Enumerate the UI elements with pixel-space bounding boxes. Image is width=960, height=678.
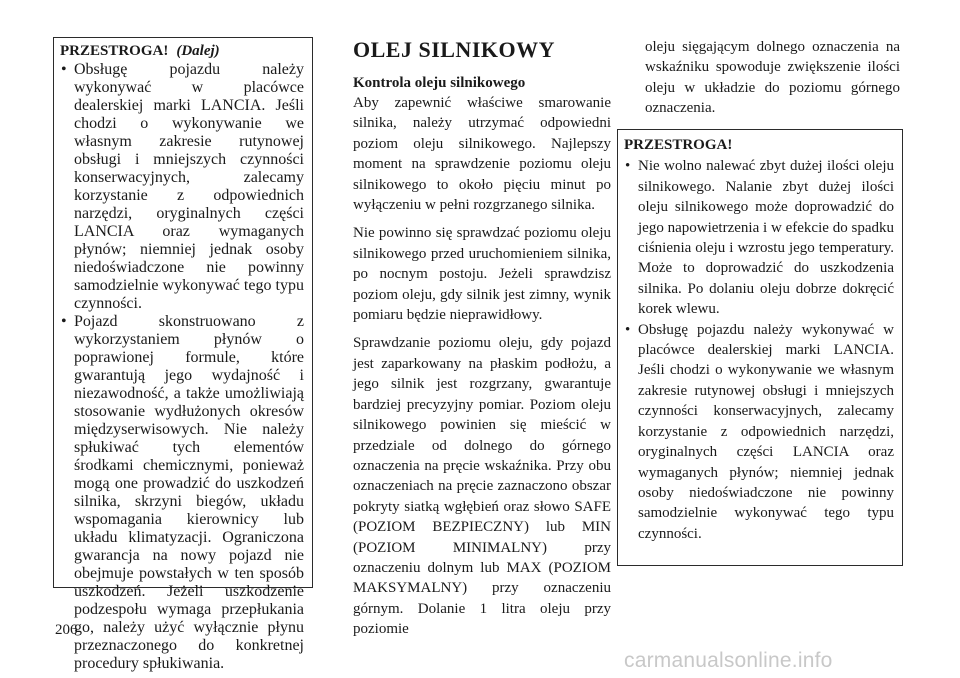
left-warning-heading — [60, 43, 304, 60]
paragraph-2: Nie powinno się sprawdzać poziomu oleju silnikowego przed uruchomieniem silnika, po nocnym postoju. Jeżeli sprawdzisz poziom oleju, gdy silnik jest zimny, wynik pomiaru będzie nieprawidłowy. — [353, 225, 611, 324]
section-title: OLEJ SILNIKOWY — [353, 37, 555, 62]
watermark: carmanualsonline.info — [624, 649, 833, 672]
right-warning-box — [617, 129, 903, 566]
right-column — [645, 37, 900, 127]
right-warning-title: PRZESTROGA! — [624, 137, 733, 153]
paragraph-1: Aby zapewnić właściwe smarowanie silnika, należy utrzymać odpowiedni poziom oleju silnikowego. Najlepszy moment na sprawdzenie poziomu oleju silnikowego to około pięciu minut po wyłączeniu w pełni rozgrzanego silnika. — [353, 95, 611, 214]
paragraph-continuation: oleju sięgającym dolnego oznaczenia na wskaźniku spowoduje zwiększenie ilości oleju w układzie do poziomu górnego oznaczenia. — [645, 39, 900, 117]
left-warning-list — [60, 61, 304, 673]
main-column — [353, 37, 611, 648]
paragraph-3: Sprawdzanie poziomu oleju, gdy pojazd jest zaparkowany na płaskim podłożu, a jego silnik jest rozgrzany, gwarantuje bardziej precyzyjny pomiar. Poziom oleju silnikowego powinien się mieścić w przedziale od dolnego do górnego oznaczenia na pręcie wskaźnika. Przy obu oznaczeniach na pręcie zaznaczono obszar pokryty siatką wgłębień oraz słowo SAFE (POZIOM BEZPIECZNY) lub MIN (POZIOM MINIMALNY) przy oznaczeniu dolnym lub MAX (POZIOM MAKSYMALNY) przy oznaczeniu górnym. Dolanie 1 litra oleju przy poziomie — [353, 335, 611, 638]
right-warning-list — [624, 156, 894, 544]
left-warning-continued: (Dalej) — [176, 43, 220, 59]
section-subtitle: Kontrola oleju silnikowego — [353, 75, 526, 91]
left-warning-item-1: • Obsługę pojazdu należy wykonywać w placówce dealerskiej marki LANCIA. Jeśli chodzi o wykonywanie we własnym zakresie rutynowej obsługi i mniejszych czynności konserwacyjnych, zalecamy korzystanie z odpowiednich narzędzi, oryginalnych części LANCIA oraz wymaganych płynów; niemniej jednak osoby niedoświadczone nie powinny samodzielnie wykonywać tego typu czynności. — [60, 61, 304, 313]
page-number: 206 — [55, 622, 78, 638]
left-warning-title: PRZESTROGA! — [60, 43, 169, 59]
right-warning-item-1: • Nie wolno nalewać zbyt dużej ilości oleju silnikowego. Nalanie zbyt dużej ilości oleju silnikowego może doprowadzić do jego napowietrzenia i w efekcie do spadku ciśnienia oleju i wzrostu jego temperatury. Może to doprowadzić do uszkodzenia silnika. Po dolaniu oleju dobrze dokręcić korek wlewu. — [624, 156, 894, 319]
right-warning-item-2: • Obsługę pojazdu należy wykonywać w placówce dealerskiej marki LANCIA. Jeśli chodzi o wykonywanie we własnym zakresie rutynowej obsługi i mniejszych czynności konserwacyjnych, zalecamy korzystanie z odpowiednich narzędzi, oryginalnych części LANCIA oraz wymaganych płynów; niemniej jednak osoby niedoświadczone nie powinny samodzielnie wykonywać tego typu czynności. — [624, 320, 894, 544]
left-warning-item-2: • Pojazd skonstruowano z wykorzystaniem płynów o poprawionej formule, które gwarantują jego wydajność i niezawodność, a także umożliwiają stosowanie wydłużonych okresów międzyserwisowych. Nie należy spłukiwać tych elementów środkami chemicznymi, ponieważ mogą one prowadzić do uszkodzeń silnika, skrzyni biegów, układu wspomagania kierownicy lub układu klimatyzacji. Ograniczona gwarancja na nowy pojazd nie obejmuje powstałych w ten sposób uszkodzeń. Jeżeli uszkodzenie podzespołu wymaga przepłukania go, należy użyć wyłącznie płynu przeznaczonego do konkretnej procedury spłukiwania. — [60, 313, 304, 673]
